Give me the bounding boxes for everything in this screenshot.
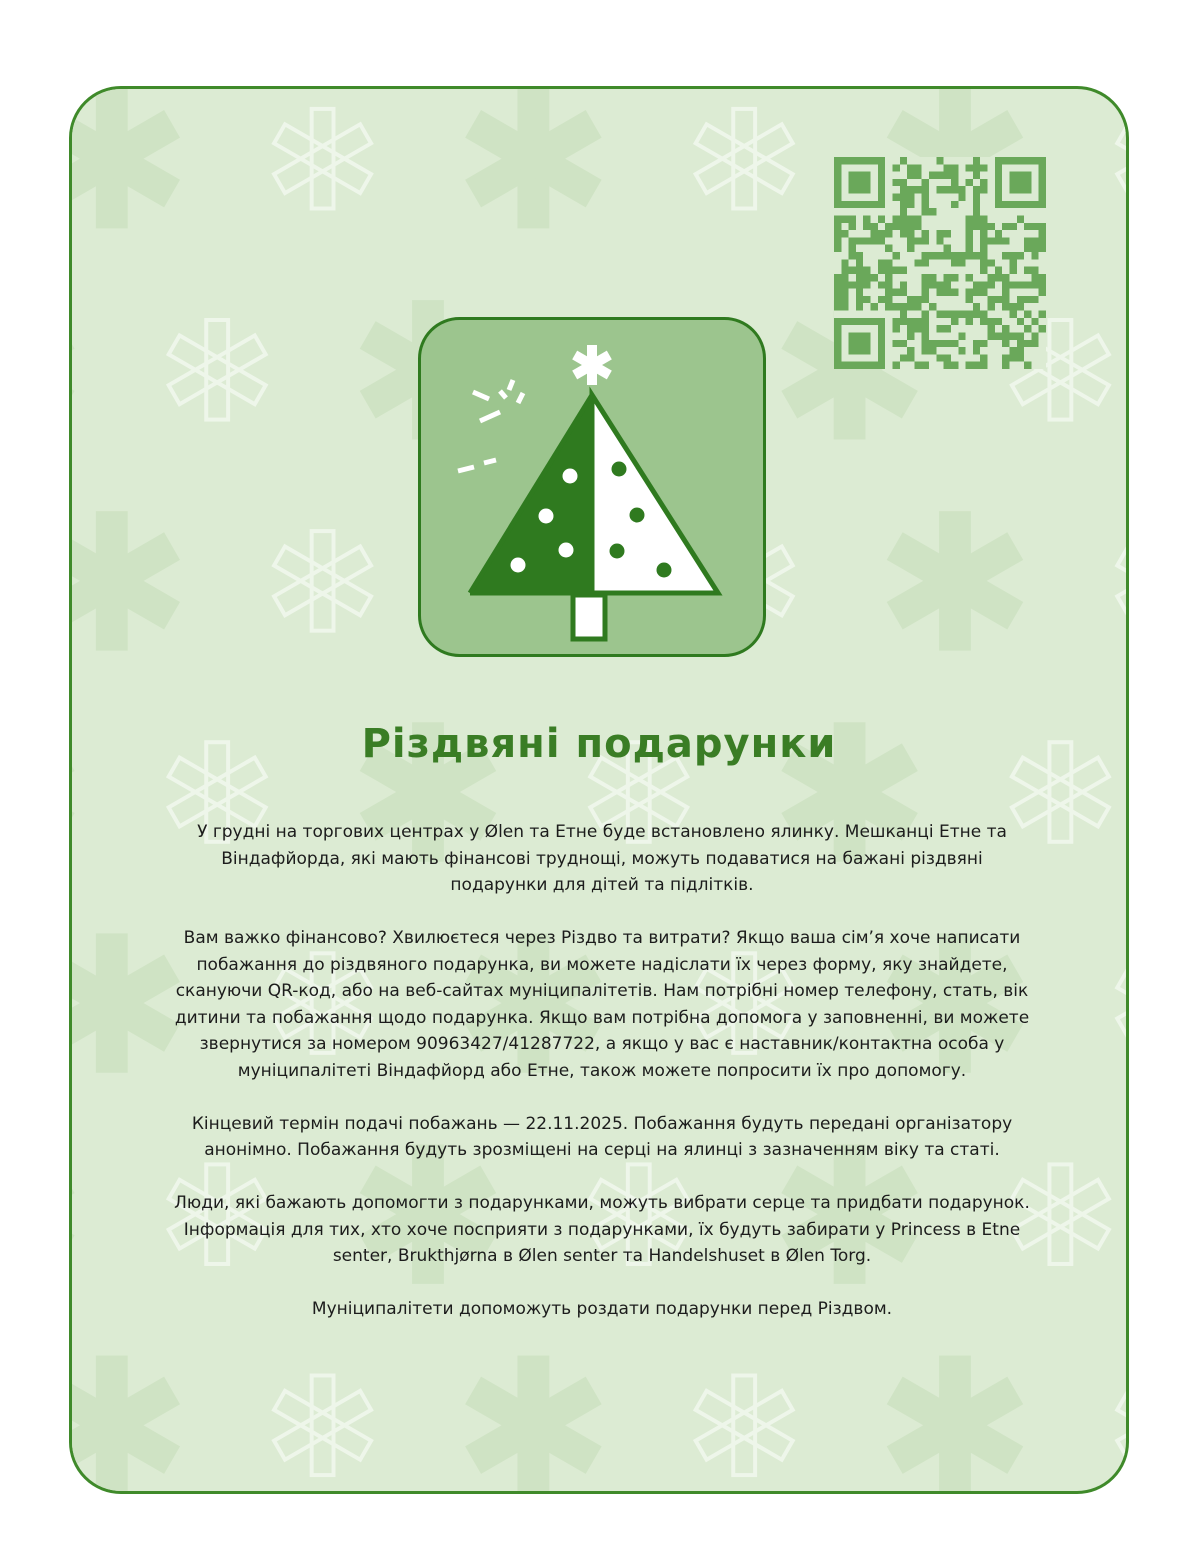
paragraph-donors: Люди, які бажають допомогти з подарунками, можуть вибрати серце та придбати подарунок. Інформація для тих, хто хоче посприяти з подарунками, їх будуть забирати у Princess в Etne senter, Brukthjørna в Ølen senter та Handelshuset в Ølen Torg.: [174, 1193, 1030, 1266]
paragraph-how-to-apply: Вам важко фінансово? Хвилюєтеся через Різдво та витрати? Якщо ваша сім’я хоче написати побажання до різдвяного подарунка, ви можете надіслати їх через форму, яку знайдете, скануючи QR-код, або на веб-сайтах муніципалітетів. Нам потрібні номер телефону, стать, вік дитини та побажання щодо подарунка. Якщо вам потрібна допомога у заповненні, ви можете звернутися за номером 90963427/41287722, а якщо у вас є наставник/контактна особа у муніципалітеті Віндафйорд або Етне, також можете попросити їх про допомогу.: [174, 928, 1030, 1081]
christmas-tree-icon: [418, 317, 766, 657]
qr-code[interactable]: [824, 157, 1056, 369]
page-title: Різдвяні подарунки: [361, 721, 837, 767]
paragraph-deadline: Кінцевий термін подачі побажань — 22.11.2025. Побажання будуть передані організатору анонімно. Побажання будуть зрозміщені на серці на ялинці з зазначенням віку та статі.: [191, 1113, 1013, 1160]
flyer-card: [69, 86, 1129, 1494]
body-text: [172, 819, 1032, 1349]
paragraph-distribution: Муніципалітети допоможуть роздати подарунки перед Різдвом.: [311, 1299, 893, 1319]
paragraph-intro: У грудні на торгових центрах у Ølen та Етне буде встановлено ялинку. Мешканці Етне та Віндафйорда, які мають фінансові труднощі, можуть подаватися на бажані різдвяні подарунки для дітей та підлітків.: [197, 822, 1007, 895]
